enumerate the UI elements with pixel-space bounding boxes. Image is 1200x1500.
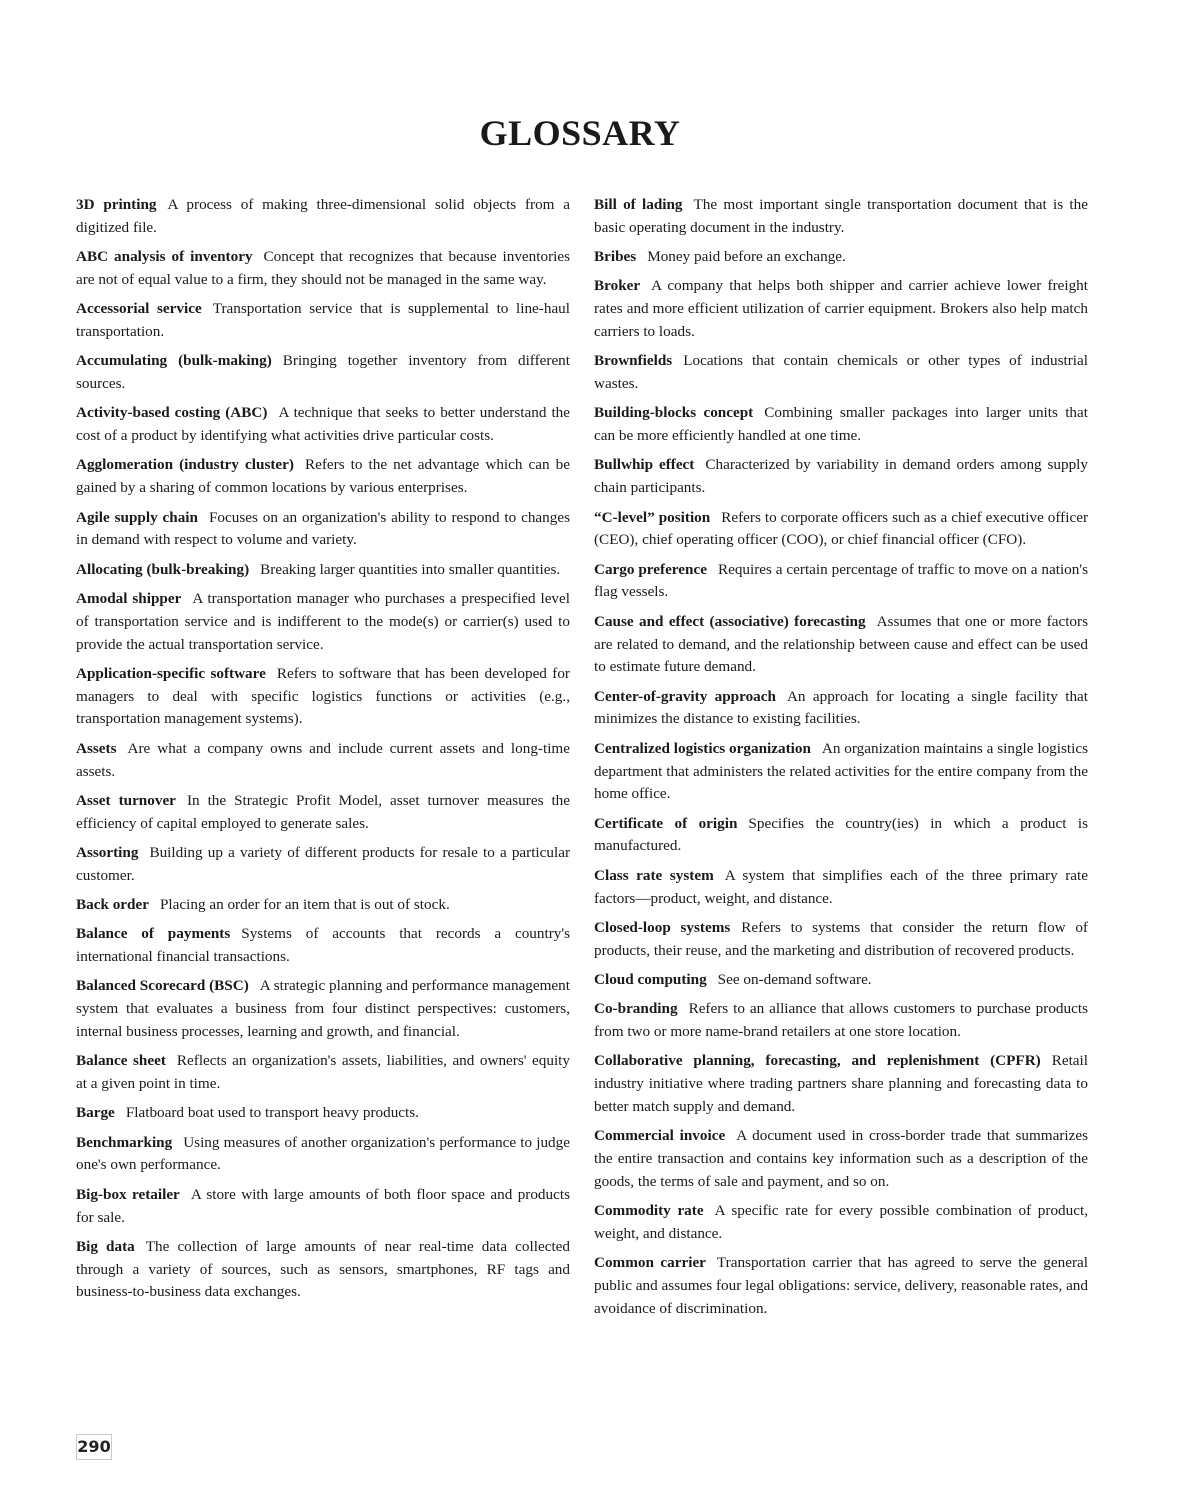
glossary-column-right <box>594 194 1088 1327</box>
glossary-term: Commercial invoice <box>594 1127 726 1145</box>
glossary-term: Balance of payments <box>76 925 231 943</box>
glossary-entry <box>594 194 1088 240</box>
glossary-term: Co-branding <box>594 1000 678 1018</box>
glossary-definition: A transportation manager who purchases a prespecified level of transportation service and is indifferent to the mode(s) or carrier(s) used to provide the actual transportation service. <box>76 589 570 653</box>
glossary-entry <box>594 454 1088 500</box>
glossary-entry <box>76 663 570 731</box>
glossary-term: Assorting <box>76 843 139 861</box>
glossary-entry <box>76 350 570 396</box>
glossary-entry <box>594 738 1088 806</box>
glossary-term: Cargo preference <box>594 560 707 578</box>
glossary-term: Barge <box>76 1104 115 1122</box>
glossary-entry <box>76 298 570 344</box>
glossary-entry <box>594 275 1088 343</box>
glossary-entry <box>594 402 1088 448</box>
glossary-entry <box>76 923 570 969</box>
glossary-entry <box>76 1132 570 1178</box>
glossary-definition: In the Strategic Profit Model, asset turnover measures the efficiency of capital employed to generate sales. <box>76 791 571 832</box>
glossary-definition: Concept that recognizes that because inventories are not of equal value to a firm, they should not be managed in the same way. <box>76 248 571 288</box>
glossary-term: Centralized logistics organization <box>594 739 811 757</box>
glossary-entry <box>594 813 1088 859</box>
glossary-definition: Breaking larger quantities into smaller quantities. <box>260 560 561 578</box>
glossary-definition: Characterized by variability in demand orders among supply chain participants. <box>594 456 1088 497</box>
glossary-entry <box>76 1050 570 1096</box>
glossary-term: Balance sheet <box>76 1052 166 1070</box>
glossary-definition: Locations that contain chemicals or other types of industrial wastes. <box>594 352 1088 393</box>
glossary-entry <box>594 1125 1088 1193</box>
glossary-entry <box>594 246 1088 269</box>
glossary-entry <box>594 611 1088 679</box>
glossary-definition: The collection of large amounts of near real-time data collected through a variety of sources, such as sensors, smartphones, RF tags and business-to-business data exchanges. <box>76 1237 570 1301</box>
glossary-definition: Focuses on an organization's ability to respond to changes in demand with respect to volume and variety. <box>76 508 570 549</box>
glossary-term: Balanced Scorecard (BSC) <box>76 977 249 995</box>
glossary-term: ABC analysis of inventory <box>76 248 253 266</box>
glossary-entry <box>76 1184 570 1230</box>
glossary-term: Building-blocks concept <box>594 404 754 422</box>
glossary-term: Closed-loop systems <box>594 918 731 936</box>
glossary-definition: Are what a company owns and include current assets and long-time assets. <box>76 739 570 780</box>
glossary-definition: Using measures of another organization's performance to judge one's own performance. <box>76 1133 570 1174</box>
glossary-entry <box>76 1236 570 1304</box>
glossary-term: 3D printing <box>76 196 157 213</box>
glossary-entry <box>594 507 1088 553</box>
glossary-term: Common carrier <box>594 1254 706 1272</box>
glossary-entry <box>594 686 1088 732</box>
glossary-definition: A document used in cross-border trade that summarizes the entire transaction and contains key information such as a description of the goods, the terms of sale and payment, and so on. <box>594 1127 1089 1190</box>
glossary-definition: A store with large amounts of both floor space and products for sale. <box>76 1185 570 1226</box>
glossary-term: “C-level” position <box>594 508 711 526</box>
glossary-definition: A system that simplifies each of the three primary rate factors—product, weight, and distance. <box>594 866 1088 907</box>
glossary-entry <box>594 969 1088 992</box>
glossary-entry <box>76 975 570 1043</box>
glossary-term: Accumulating (bulk-making) <box>76 352 272 370</box>
glossary-term: Cause and effect (associative) forecasting <box>594 612 866 630</box>
glossary-term: Cloud computing <box>594 970 707 988</box>
glossary-definition: A technique that seeks to better understand the cost of a product by identifying what activities drive particular costs. <box>76 404 570 445</box>
glossary-term: Accessorial service <box>76 300 202 318</box>
glossary-definition: A specific rate for every possible combination of product, weight, and distance. <box>594 1202 1088 1242</box>
glossary-term: Bribes <box>594 248 637 266</box>
glossary-entry <box>76 738 570 784</box>
glossary-term: Big data <box>76 1237 135 1255</box>
glossary-definition: Placing an order for an item that is out of stock. <box>159 896 450 914</box>
glossary-term: Asset turnover <box>76 791 176 809</box>
glossary-definition: Money paid before an exchange. <box>647 248 846 266</box>
glossary-term: Big-box retailer <box>76 1185 180 1203</box>
glossary-definition: Refers to an alliance that allows customers to purchase products from two or more name-brand retailers at one store location. <box>594 1000 1088 1040</box>
glossary-entry <box>594 559 1088 605</box>
glossary-term: Application-specific software <box>76 664 266 682</box>
glossary-entry <box>76 402 570 448</box>
glossary-definition: An approach for locating a single facility that minimizes the distance to existing facilities. <box>594 687 1088 728</box>
glossary-entry <box>594 1200 1088 1246</box>
glossary-term: Allocating (bulk-breaking) <box>76 560 250 578</box>
glossary-term: Class rate system <box>594 866 714 884</box>
glossary-term: Bullwhip effect <box>594 456 695 474</box>
glossary-definition: Assumes that one or more factors are related to demand, and the relationship between cause and effect can be used to estimate future demand. <box>594 612 1088 676</box>
glossary-entry <box>76 454 570 500</box>
glossary-entry <box>76 559 570 582</box>
glossary-definition: Flatboard boat used to transport heavy products. <box>125 1104 419 1122</box>
glossary-definition: Refers to software that has been developed for managers to deal with specific logistics functions or activities (e.g., transportation management systems). <box>76 664 570 728</box>
glossary-definition: Reflects an organization's assets, liabilities, and owners' equity at a given point in time. <box>76 1052 570 1093</box>
glossary-column-left <box>76 194 570 1311</box>
glossary-definition: Refers to the net advantage which can be gained by a sharing of common locations by various enterprises. <box>76 456 570 497</box>
glossary-entry <box>76 194 570 240</box>
glossary-entry <box>76 894 570 917</box>
glossary-definition: Building up a variety of different products for resale to a particular customer. <box>76 843 570 884</box>
glossary-entry <box>594 917 1088 963</box>
glossary-definition: Transportation service that is supplemental to line-haul transportation. <box>76 300 570 340</box>
glossary-term: Assets <box>76 739 117 757</box>
glossary-definition: An organization maintains a single logistics department that administers the related activities for the entire company from the home office. <box>594 739 1088 803</box>
glossary-definition: Refers to corporate officers such as a chief executive officer (CEO), chief operating officer (COO), or chief financial officer (CFO). <box>594 508 1089 549</box>
glossary-definition: Bringing together inventory from different sources. <box>76 352 570 393</box>
glossary-term: Commodity rate <box>594 1202 704 1220</box>
glossary-term: Broker <box>594 277 641 295</box>
glossary-entry <box>594 1252 1088 1320</box>
page-number: 290 <box>76 1434 112 1460</box>
glossary-term: Center-of-gravity approach <box>594 687 776 705</box>
glossary-definition: A company that helps both shipper and carrier achieve lower freight rates and more efficient utilization of carrier equipment. Brokers also help match carriers to loads. <box>594 277 1088 340</box>
glossary-entry <box>594 350 1088 396</box>
glossary-definition: Systems of accounts that records a country's international financial transactions. <box>76 925 570 966</box>
glossary-definition: Refers to systems that consider the return flow of products, their reuse, and the marketing and distribution of recovered products. <box>594 918 1088 959</box>
glossary-term: Certificate of origin <box>594 814 738 832</box>
glossary-term: Amodal shipper <box>76 589 182 607</box>
glossary-term: Agile supply chain <box>76 508 198 526</box>
page-title: GLOSSARY <box>479 113 681 153</box>
glossary-entry <box>76 507 570 553</box>
glossary-definition: Transportation carrier that has agreed to serve the general public and assumes four legal obligations: service, delivery, reasonable rates, and avoidance of discrimination. <box>594 1254 1088 1317</box>
glossary-entry <box>594 1050 1088 1118</box>
glossary-entry <box>76 588 570 656</box>
glossary-entry <box>76 790 570 836</box>
glossary-entry <box>76 842 570 888</box>
glossary-definition: Specifies the country(ies) in which a product is manufactured. <box>594 814 1088 855</box>
glossary-definition: See on-demand software. <box>717 970 872 988</box>
glossary-definition: Requires a certain percentage of traffic to move on a nation's flag vessels. <box>594 560 1088 601</box>
glossary-definition: A strategic planning and performance management system that evaluates a business from four distinct perspectives: customers, internal business processes, learning and growth, and financial. <box>76 977 570 1040</box>
glossary-entry <box>594 865 1088 911</box>
glossary-entry <box>76 246 570 292</box>
glossary-term: Collaborative planning, forecasting, and replenishment (CPFR) <box>594 1052 1041 1070</box>
glossary-entry <box>594 998 1088 1044</box>
glossary-definition: Retail industry initiative where trading partners share planning and forecasting data to better match supply and demand. <box>594 1052 1088 1115</box>
glossary-definition: The most important single transportation document that is the basic operating document in the industry. <box>594 196 1088 236</box>
glossary-term: Brownfields <box>594 352 673 370</box>
glossary-term: Bill of lading <box>594 196 683 213</box>
glossary-definition: A process of making three-dimensional solid objects from a digitized file. <box>76 196 571 236</box>
glossary-term: Activity-based costing (ABC) <box>76 404 268 422</box>
glossary-definition: Combining smaller packages into larger units that can be more efficiently handled at one time. <box>594 404 1088 445</box>
glossary-entry <box>76 1102 570 1125</box>
glossary-term: Benchmarking <box>76 1133 173 1151</box>
glossary-term: Back order <box>76 896 149 914</box>
glossary-term: Agglomeration (industry cluster) <box>76 456 294 474</box>
